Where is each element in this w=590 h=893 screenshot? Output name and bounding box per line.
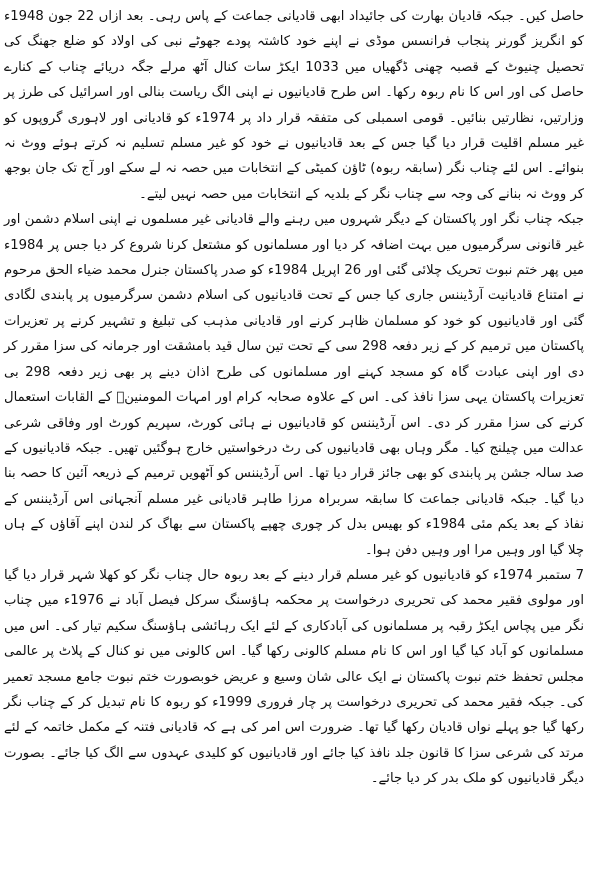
paragraph-1: حاصل کیں۔ جبکہ قادیان بھارت کی جائیداد ابھی قادیانی جماعت کے پاس رہی۔ بعد ازاں 22 جون 1948ء کو انگریز گورنر پنجاب فرانسس موڈی نے اپنے خود کاشتہ پودے جھوٹے نبی کی اولاد کو ضلع جھنگ کی تحصیل چنیوٹ کے قصبہ چھنی ڈگھیاں میں 1033 ایکڑ سات کنال آٹھ مرلے جگہ دریائے چناب کے کنارے حاصل کی اور اس کا نام ربوہ رکھا۔ اس طرح قادیانیوں نے اپنی الگ ریاست بنالی اور اسرائیل کی طرز پر وزارتیں، نظارتیں بنائیں۔ قومی اسمبلی کی متفقہ قرار داد پر 1974ء کو قادیانی اور لاہوری گروپوں کو غیر مسلم اقلیت قرار دیا گیا جس کے بعد قادیانیوں نے خود کو غیر مسلم تسلیم نہ کرتے ہوئے ووٹ نہ بنوائے۔ اس لئے چناب نگر (سابقہ ربوہ) ٹاؤن کمیٹی کے انتخابات میں حصہ نہ لے سکے اور آج تک جان بوجھ کر ووٹ نہ بنانے کی وجہ سے چناب نگر کے بلدیہ کے انتخابات میں حصہ نہیں لیتے۔	[4, 9, 584, 202]
paragraph-2: جبکہ چناب نگر اور پاکستان کے دیگر شہروں میں رہنے والے قادیانی غیر مسلموں نے اپنی اسلام دشمن اور غیر قانونی سرگرمیوں میں بہت اضافہ کر دیا اور مسلمانوں کو مشتعل کرنا شروع کر دیا جس پر 1984ء میں پھر ختم نبوت تحریک چلائی گئی اور 26 اپریل 1984ء کو صدر پاکستان جنرل محمد ضیاء الحق مرحوم نے امتناع قادیانیت آرڈیننس جاری کیا جس کے تحت قادیانیوں کی اسلام دشمن سرگرمیوں پر پابندی لگادی گئی اور قادیانیوں کو خود کو مسلمان ظاہر کرنے اور قادیانی مذہب کی تبلیغ و تشہیر کرنے پر تعزیرات پاکستان میں ترمیم کر کے زیر دفعہ 298 سی کے تحت تین سال قید بامشقت اور جرمانہ کی سزا مقرر کر دی اور اپنی عبادت گاہ کو مسجد کہنے اور مسلمانوں کی طرح اذان دینے پر بھی زیر دفعہ 298 بی تعزیرات پاکستان یہی سزا نافذ کی۔ اس کے علاوہ صحابہ کرام اور امہات المومنینؓ کے القابات استعمال کرنے کی سزا مقرر کر دی۔ اس آرڈیننس کو قادیانیوں نے ہائی کورٹ، سپریم کورٹ اور وفاقی شرعی عدالت میں چیلنج کیا۔ مگر وہاں بھی قادیانیوں کی رٹ درخواستیں خارج ہوگئیں تھیں۔ جبکہ قادیانیوں کے صد سالہ جشن پر پابندی کو بھی جائز قرار دیا تھا۔ اس آرڈیننس کو آٹھویں ترمیم کے ذریعہ آئین کا حصہ بنا دیا گیا۔ جبکہ قادیانی جماعت کا سابقہ سربراہ مرزا طاہر قادیانی غیر مسلم آنجہانی اس آرڈیننس کے نفاذ کے بعد یکم مئی 1984ء کو بھیس بدل کر چوری چھپے پاکستان سے بھاگ کر لندن اپنے آقاؤں کے ہاں چلا گیا اور وہیں مرا اور وہیں دفن ہوا۔	[4, 212, 585, 558]
paragraph-3: 7 ستمبر 1974ء کو قادیانیوں کو غیر مسلم قرار دینے کے بعد ربوہ حال چناب نگر کو کھلا شہر قرار دیا گیا اور مولوی فقیر محمد کی تحریری درخواست پر محکمہ ہاؤسنگ سرکل فیصل آباد نے 1976ء میں چناب نگر میں پچاس ایکڑ رقبہ پر مسلمانوں کی آبادکاری کے لئے ایک رہائشی ہاؤسنگ سکیم تیار کی۔ اس میں مسلمانوں کو آباد کیا گیا اور اس کا نام مسلم کالونی رکھا گیا۔ اس کالونی میں نو کنال کے پلاٹ پر عالمی مجلس تحفظ ختم نبوت پاکستان نے ایک عالی شان وسیع و عریض خوبصورت ختم نبوت جامع مسجد تعمیر کی۔ جبکہ فقیر محمد کی تحریری درخواست پر چار فروری 1999ء کو ربوہ کا نام تبدیل کر کے چناب نگر رکھا گیا جو پہلے نواں قادیان رکھا گیا تھا۔ ضرورت اس امر کی ہے کہ قادیانی فتنہ کے مکمل خاتمہ کے لئے مرتد کی شرعی سزا کا قانون جلد نافذ کیا جائے اور قادیانیوں کو کلیدی عہدوں سے الگ کیا جائے۔ بصورت دیگر قادیانیوں کو ملک بدر کر دیا جائے۔	[4, 567, 585, 787]
